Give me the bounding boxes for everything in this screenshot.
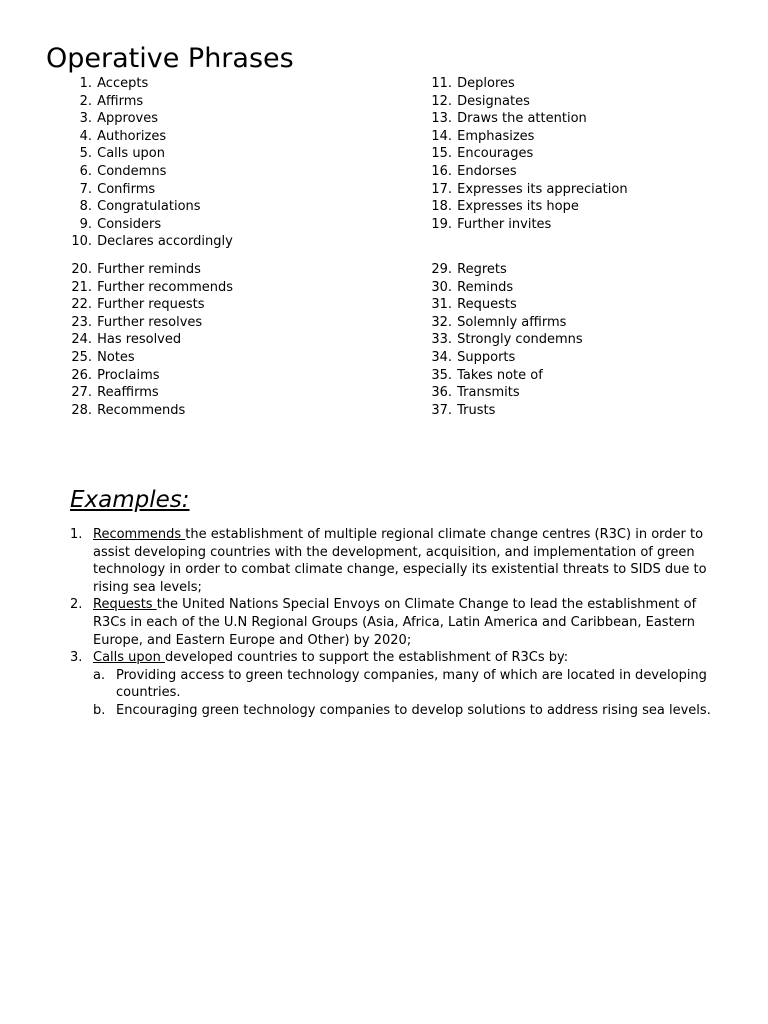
- phrase-item: [70, 110, 233, 128]
- example-verb: Requests: [93, 597, 157, 613]
- phrase-number: 5.: [79, 146, 92, 162]
- phrase-item: [430, 128, 628, 146]
- phrase-item: [70, 216, 233, 234]
- example-text: the United Nations Special Envoys on Climate Change to lead the establishment of R3Cs in each of the U.N Regional Groups (Asia, Africa, Latin America and Caribbean, Eastern Europe, and Eastern Europe and Other) by 2020;: [93, 597, 697, 648]
- phrase-text: Authorizes: [97, 128, 167, 144]
- phrase-number: 27.: [71, 385, 92, 401]
- phrase-list-block2-left: [70, 261, 233, 419]
- phrase-number: 36.: [431, 385, 452, 401]
- phrase-text: Solemnly affirms: [457, 314, 567, 330]
- phrase-text: Calls upon: [97, 146, 165, 162]
- phrase-text: Takes note of: [457, 367, 543, 383]
- example-number: 2.: [70, 597, 83, 613]
- phrase-text: Expresses its hope: [457, 199, 579, 215]
- phrase-item: [430, 349, 583, 367]
- phrase-text: Further requests: [97, 297, 205, 313]
- example-item: [70, 596, 725, 649]
- phrase-text: Emphasizes: [457, 128, 535, 144]
- page-title: Operative Phrases: [46, 43, 294, 74]
- phrase-item: [430, 181, 628, 199]
- phrase-number: 22.: [71, 297, 92, 313]
- phrase-item: [70, 181, 233, 199]
- phrase-number: 29.: [431, 262, 452, 277]
- phrase-text: Supports: [457, 349, 516, 365]
- phrase-text: Further invites: [457, 216, 552, 232]
- phrase-number: 16.: [431, 163, 452, 179]
- phrase-number: 24.: [71, 332, 92, 348]
- phrase-text: Proclaims: [97, 367, 160, 383]
- phrase-text: Considers: [97, 216, 162, 232]
- example-item: [70, 649, 725, 667]
- phrase-number: 8.: [79, 199, 92, 215]
- phrase-list-block1-left: [70, 75, 233, 251]
- phrase-item: [70, 402, 233, 420]
- phrase-item: [70, 279, 233, 297]
- phrase-item: [430, 216, 628, 234]
- phrase-text: Condemns: [97, 163, 167, 179]
- phrase-item: [70, 296, 233, 314]
- phrase-number: 12.: [431, 93, 452, 109]
- phrase-number: 20.: [71, 262, 92, 277]
- phrase-number: 10.: [71, 234, 92, 250]
- phrase-item: [70, 128, 233, 146]
- phrase-text: Transmits: [457, 385, 520, 401]
- phrase-item: [430, 367, 583, 385]
- phrase-number: 17.: [431, 181, 452, 197]
- phrase-text: Regrets: [457, 262, 507, 277]
- phrase-number: 31.: [431, 297, 452, 313]
- example-item: [70, 526, 725, 596]
- phrase-text: Notes: [97, 349, 135, 365]
- example-verb: Calls upon: [93, 650, 165, 666]
- phrase-number: 21.: [71, 279, 92, 295]
- phrase-item: [70, 384, 233, 402]
- phrase-text: Further recommends: [97, 279, 234, 295]
- phrase-number: 11.: [431, 76, 452, 91]
- phrase-text: Confirms: [97, 181, 156, 197]
- examples-list: [70, 526, 725, 720]
- phrase-text: Reaffirms: [97, 385, 159, 401]
- phrase-number: 25.: [71, 349, 92, 365]
- phrase-number: 37.: [431, 402, 452, 418]
- phrase-number: 35.: [431, 367, 452, 383]
- example-sub-item: [70, 667, 725, 702]
- phrase-item: [70, 314, 233, 332]
- phrase-item: [70, 163, 233, 181]
- phrase-number: 1.: [79, 76, 92, 91]
- phrase-text: Has resolved: [97, 332, 182, 348]
- phrase-text: Approves: [97, 111, 159, 127]
- phrase-item: [430, 163, 628, 181]
- phrase-number: 4.: [79, 128, 92, 144]
- phrase-item: [430, 110, 628, 128]
- phrase-text: Reminds: [457, 279, 514, 295]
- phrase-item: [70, 261, 233, 279]
- phrase-item: [430, 279, 583, 297]
- phrase-item: [70, 75, 233, 93]
- sub-item-text: Encouraging green technology companies to develop solutions to address rising sea levels.: [116, 702, 711, 718]
- phrase-item: [70, 349, 233, 367]
- phrase-text: Recommends: [97, 402, 186, 418]
- phrase-text: Requests: [457, 297, 517, 313]
- phrase-text: Declares accordingly: [97, 234, 233, 250]
- phrase-item: [70, 93, 233, 111]
- example-number: 1.: [70, 527, 83, 542]
- phrase-text: Trusts: [457, 402, 496, 418]
- example-text: developed countries to support the establishment of R3Cs by:: [165, 650, 569, 666]
- phrase-number: 15.: [431, 146, 452, 162]
- phrase-text: Deplores: [457, 76, 515, 91]
- phrase-number: 19.: [431, 216, 452, 232]
- phrase-item: [430, 296, 583, 314]
- phrase-list-block2-right: [430, 261, 583, 419]
- phrase-item: [70, 198, 233, 216]
- phrase-item: [70, 233, 233, 251]
- phrase-number: 7.: [79, 181, 92, 197]
- example-sub-item: [70, 702, 725, 720]
- phrase-number: 6.: [79, 163, 92, 179]
- phrase-text: Congratulations: [97, 199, 201, 215]
- phrase-text: Further reminds: [97, 262, 201, 277]
- phrase-text: Endorses: [457, 163, 517, 179]
- phrase-item: [430, 93, 628, 111]
- phrase-number: 32.: [431, 314, 452, 330]
- phrase-text: Encourages: [457, 146, 534, 162]
- phrase-number: 9.: [79, 216, 92, 232]
- phrase-number: 23.: [71, 314, 92, 330]
- example-text: the establishment of multiple regional climate change centres (R3C) in order to assist developing countries with the development, acquisition, and implementation of green technology in order to combat climate change, especially its existential threats to SIDS due to rising sea levels;: [93, 527, 707, 595]
- sub-item-text: Providing access to green technology companies, many of which are located in developing countries.: [116, 667, 707, 701]
- phrase-number: 3.: [79, 111, 92, 127]
- phrase-number: 33.: [431, 332, 452, 348]
- phrase-text: Designates: [457, 93, 530, 109]
- sub-item-letter: a.: [93, 667, 106, 683]
- phrase-item: [430, 384, 583, 402]
- example-number: 3.: [70, 650, 83, 666]
- phrase-number: 18.: [431, 199, 452, 215]
- phrase-number: 28.: [71, 402, 92, 418]
- phrase-item: [430, 331, 583, 349]
- phrase-item: [430, 402, 583, 420]
- phrase-text: Expresses its appreciation: [457, 181, 628, 197]
- phrase-list-block1-right: [430, 75, 628, 233]
- phrase-number: 34.: [431, 349, 452, 365]
- phrase-text: Strongly condemns: [457, 332, 583, 348]
- phrase-number: 14.: [431, 128, 452, 144]
- example-verb: Recommends: [93, 527, 186, 542]
- examples-heading: Examples:: [70, 487, 190, 513]
- phrase-text: Accepts: [97, 76, 149, 91]
- phrase-item: [430, 145, 628, 163]
- phrase-number: 2.: [79, 93, 92, 109]
- phrase-text: Further resolves: [97, 314, 203, 330]
- phrase-text: Affirms: [97, 93, 144, 109]
- phrase-item: [430, 314, 583, 332]
- sub-item-letter: b.: [93, 702, 106, 718]
- phrase-item: [430, 198, 628, 216]
- phrase-number: 26.: [71, 367, 92, 383]
- phrase-item: [70, 331, 233, 349]
- phrase-number: 30.: [431, 279, 452, 295]
- phrase-item: [430, 261, 583, 279]
- phrase-item: [70, 367, 233, 385]
- phrase-number: 13.: [431, 111, 452, 127]
- phrase-text: Draws the attention: [457, 111, 587, 127]
- phrase-item: [430, 75, 628, 93]
- phrase-item: [70, 145, 233, 163]
